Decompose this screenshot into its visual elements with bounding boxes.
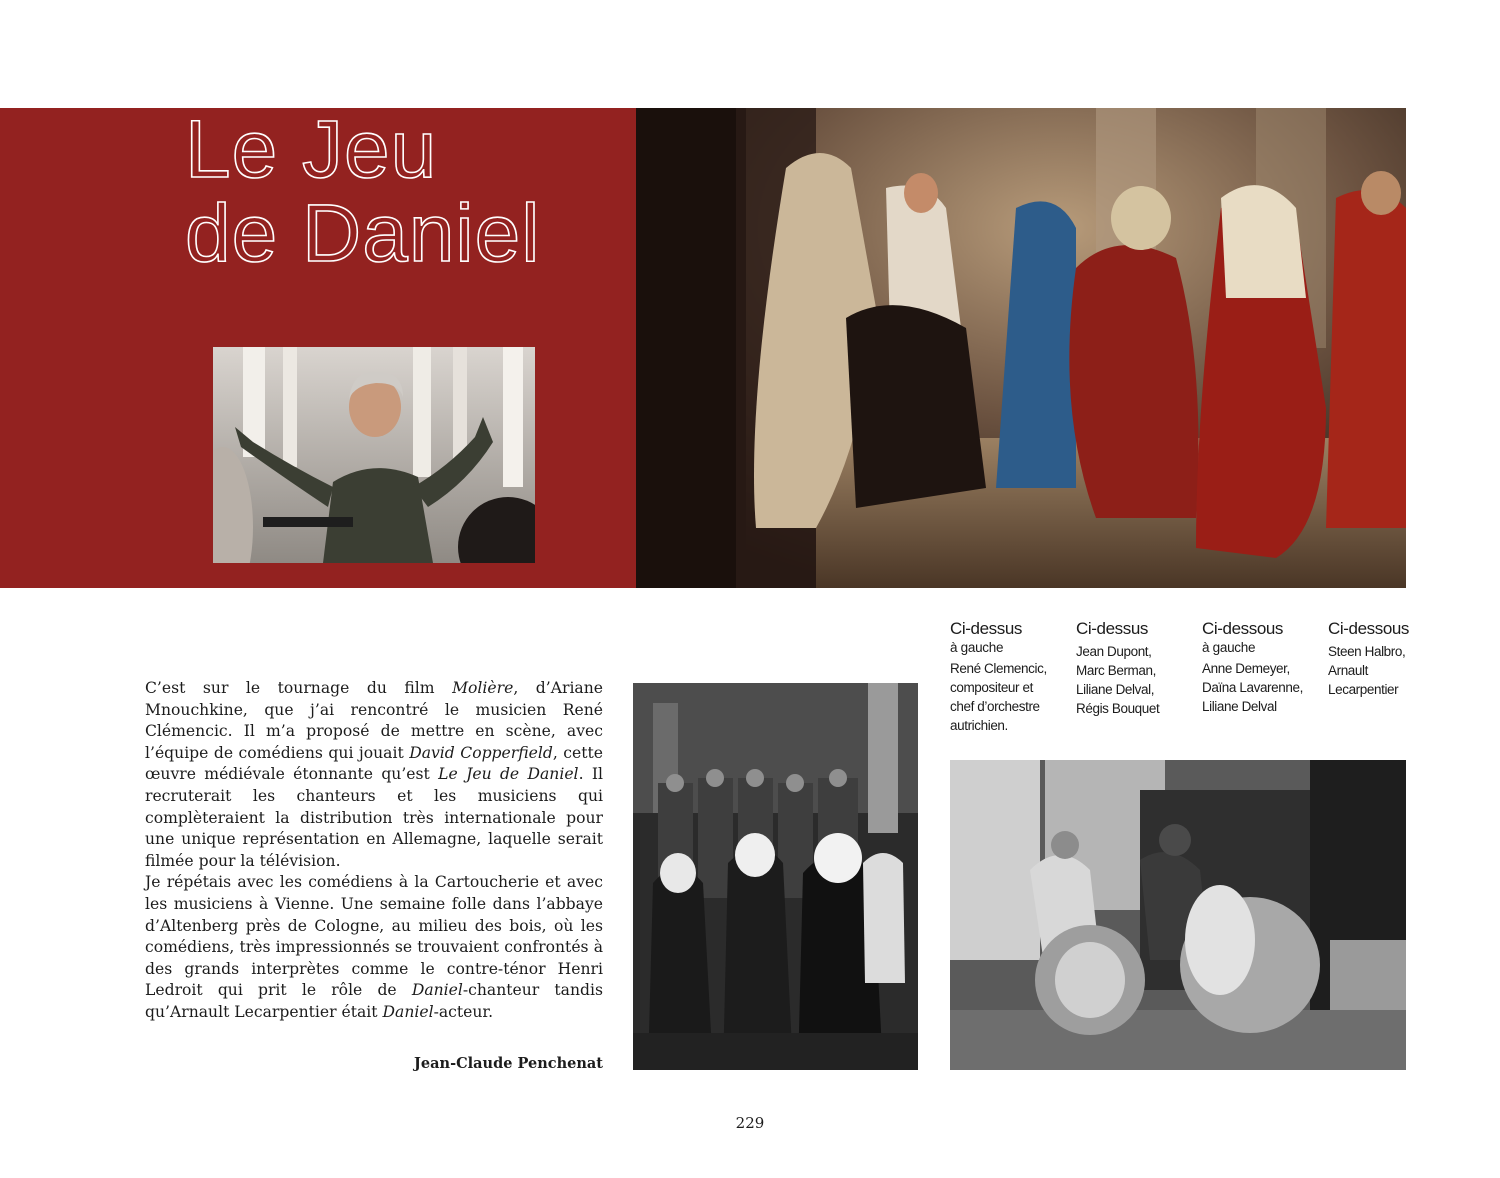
caption-names: Anne Demeyer, Daïna Lavarenne, Liliane Delval — [1202, 661, 1303, 714]
author-signature: Jean-Claude Penchenat — [414, 1055, 603, 1072]
caption-bottom-left — [1202, 619, 1322, 716]
lions-photo — [950, 760, 1406, 1070]
text-run: , d’Ariane Mnouchkine, que j’ai rencontré le musicien René Clémencic. Il m’a proposé de mettre en scène, avec l’équipe de comédiens qui jouait — [145, 679, 604, 762]
text-run: -acteur. — [433, 1002, 494, 1021]
role-name: Daniel — [382, 1002, 434, 1021]
stage-color-photo — [636, 108, 1406, 588]
caption-names: Steen Halbro, Arnault Lecarpentier — [1328, 644, 1406, 697]
caption-heading: Ci-dessous — [1202, 619, 1284, 638]
text-run: Je répétais avec les comédiens à la Cartoucherie et avec les musiciens à Vienne. Une semaine folle dans l’abbaye d’Altenberg près de Cologne, au milieu des bois, où les comédiens, très impressionnés se trouvaient confrontés à des grands interprètes comme le contre-ténor Henri Ledroit qui prit le rôle de — [145, 873, 603, 1000]
page-number: 229 — [735, 1114, 765, 1132]
caption-names: Jean Dupont, Marc Berman, Liliane Delval, Régis Bouquet — [1076, 644, 1160, 716]
article-paragraph-2 — [145, 872, 603, 1023]
article-body — [145, 678, 603, 1024]
title-line-1: Le Jeu — [185, 104, 438, 195]
caption-heading: Ci-dessus — [950, 619, 1022, 638]
conductor-photo — [213, 347, 535, 563]
work-title: David Copperfield — [409, 743, 553, 762]
text-run: , cette œuvre médiévale étonnante qu’est — [145, 743, 603, 784]
caption-top-left — [950, 619, 1070, 735]
article-paragraph-1 — [145, 678, 603, 872]
caption-names: René Clemencic, compositeur et chef d’orchestre autrichien. — [950, 661, 1047, 733]
film-title: Molière — [452, 679, 514, 697]
work-title: Le Jeu de Daniel — [438, 765, 579, 784]
caption-top-right — [1076, 619, 1196, 718]
title-line-2: de Daniel — [185, 188, 541, 279]
caption-heading: Ci-dessus — [1076, 619, 1148, 638]
caption-subheading: à gauche — [1202, 640, 1256, 655]
page-title — [185, 104, 635, 279]
caption-subheading: à gauche — [950, 640, 1004, 655]
caption-bottom-right — [1328, 619, 1448, 699]
role-name: Daniel — [411, 981, 463, 1000]
caption-heading: Ci-dessous — [1328, 619, 1410, 638]
nuns-photo — [633, 683, 918, 1070]
text-run: . Il recruterait les chanteurs et les musiciens qui complèteraient la distribution très internationale pour une unique représentation en Allemagne, laquelle serait filmée pour la télévision. — [145, 765, 604, 870]
text-run: C’est sur le tournage du film — [145, 679, 453, 697]
text-run: -chanteur tandis qu’Arnault Lecarpentier était — [145, 981, 603, 1021]
